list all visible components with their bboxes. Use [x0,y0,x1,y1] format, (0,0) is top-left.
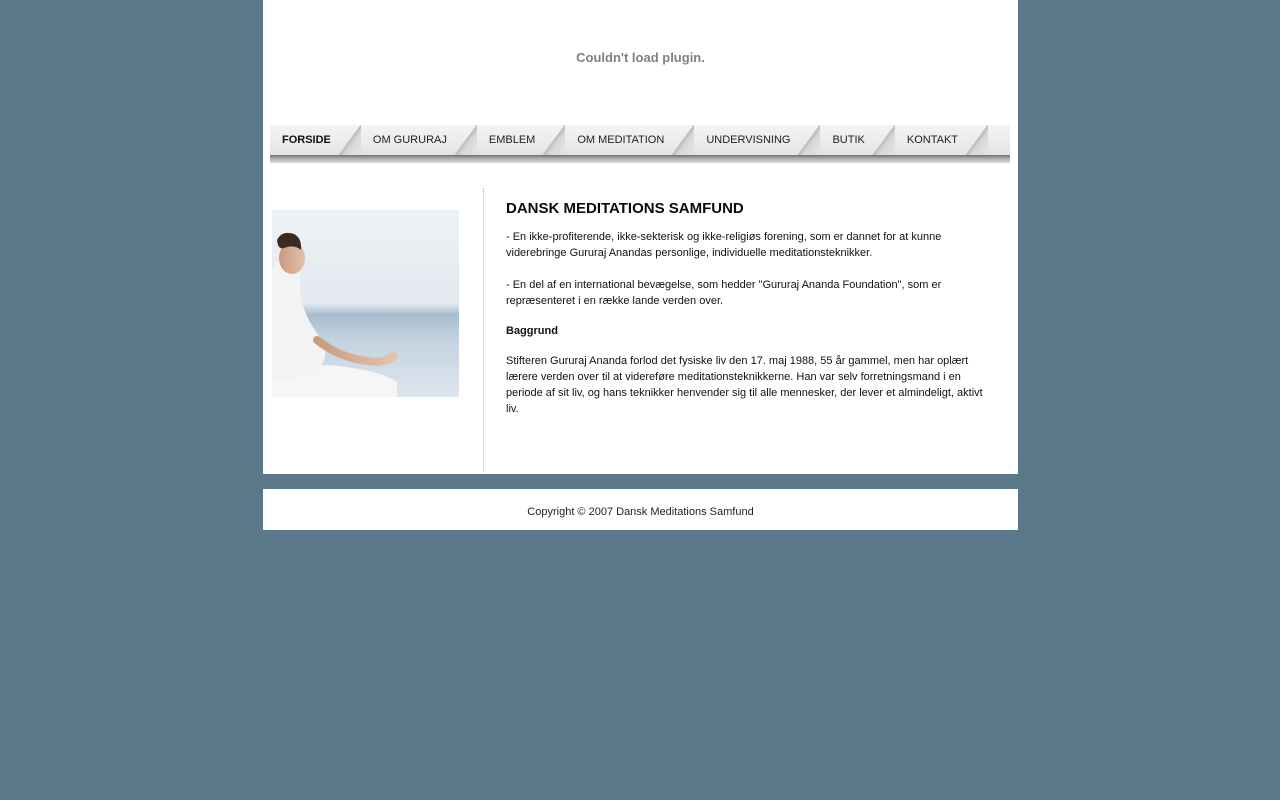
nav-item-label: UNDERVISNING [706,134,791,146]
main-navigation [270,125,1010,163]
intro-paragraph-1: - En ikke-profiterende, ikke-sekterisk og ikke-religiøs forening, som er dannet for at kunne viderebringe Gururaj Anandas personlige, individuelle meditationsteknikker. [506,231,942,259]
nav-item-label: KONTAKT [906,134,959,146]
footer [263,489,1018,530]
nav-item-om-gururaj[interactable] [361,125,477,155]
copyright-text: Copyright © 2007 Dansk Meditations Samfund [527,506,754,518]
nav-item-undervisning[interactable] [694,125,820,155]
nav-separator [543,125,565,155]
nav-item-label: FORSIDE [282,134,331,146]
page-container [263,0,1018,474]
nav-bar [270,125,988,155]
nav-item-emblem[interactable] [477,125,565,155]
nav-separator [798,125,820,155]
section-heading-baggrund: Baggrund [506,325,558,337]
page-title: DANSK MEDITATIONS SAMFUND [506,200,744,217]
nav-shadow [270,155,1010,163]
nav-item-om-meditation[interactable] [565,125,694,155]
nav-item-kontakt[interactable] [895,125,988,155]
plugin-error-message: Couldn't load plugin. [576,50,705,65]
plugin-placeholder [263,0,1018,118]
background-paragraph: Stifteren Gururaj Ananda forlod det fysiske liv den 17. maj 1988, 55 år gammel, men har oplært lærere verden over til at videreføre meditationsteknikkerne. Han var selv forretningsmand i en periode af sit liv, og hans teknikker henvender sig til alle mennesker, der lever et almindeligt, aktivt liv. [506,355,983,415]
nav-separator [339,125,361,155]
nav-separator [672,125,694,155]
intro-paragraph-2: - En del af en international bevægelse, som hedder "Gururaj Ananda Foundation", som er repræsenteret i en række lande verden over. [506,279,942,307]
nav-item-label: EMBLEM [488,134,536,146]
nav-item-butik[interactable] [820,125,894,155]
nav-item-label: OM MEDITATION [577,134,665,146]
nav-item-forside[interactable] [270,125,361,155]
nav-item-label: OM GURURAJ [372,134,447,146]
nav-item-label: BUTIK [832,134,865,146]
meditation-photo [272,210,459,397]
main-content [506,200,991,433]
sidebar [263,188,484,472]
meditation-figure-image [272,210,459,397]
nav-separator [966,125,988,155]
nav-separator [455,125,477,155]
nav-separator [873,125,895,155]
